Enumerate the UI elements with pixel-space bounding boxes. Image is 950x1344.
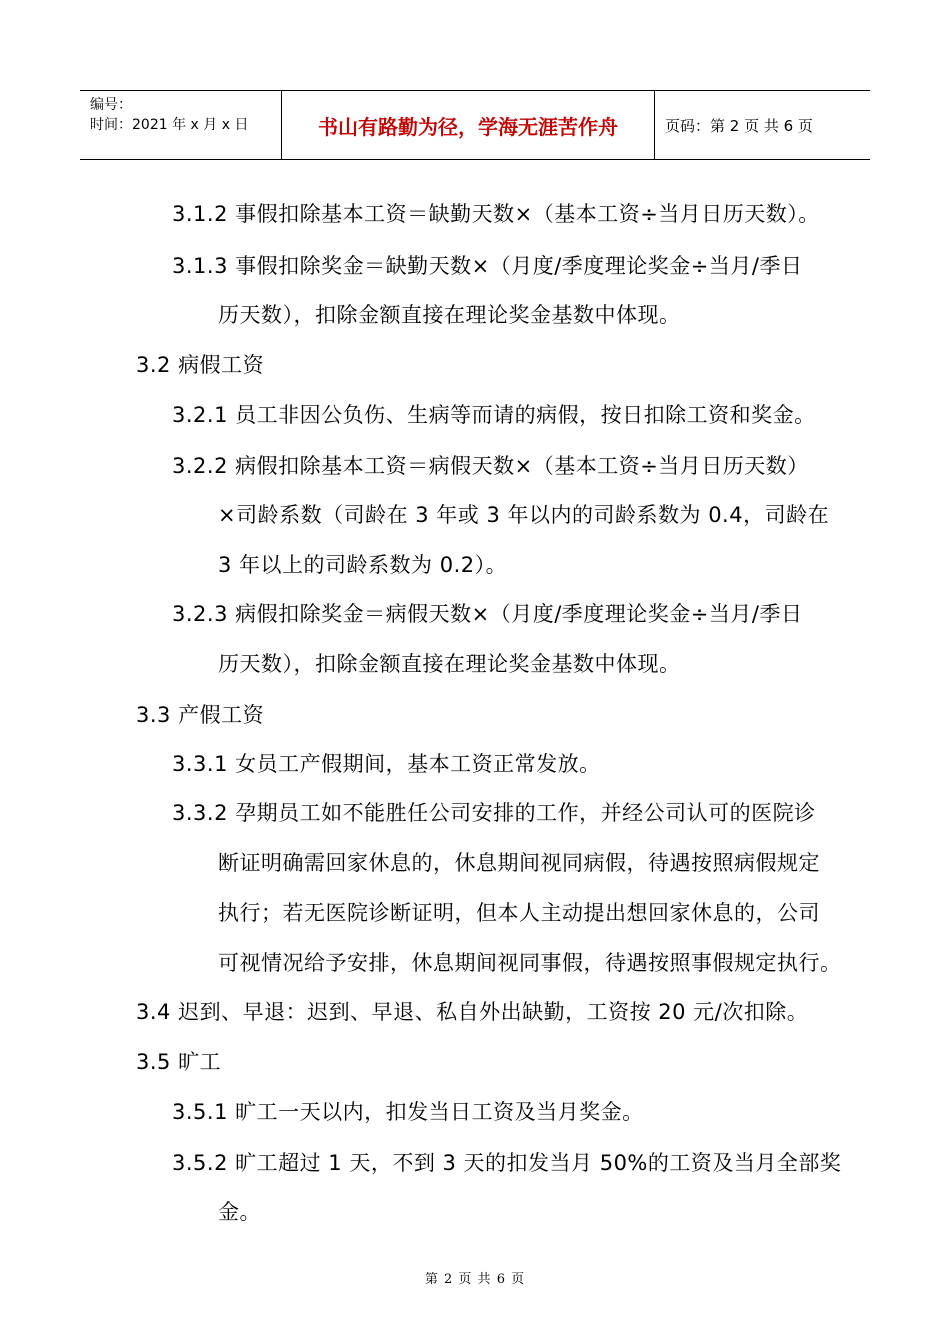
clause-3-3-2-cont-1: 断证明确需回家休息的，休息期间视同病假，待遇按照病假规定 <box>218 851 820 875</box>
clause-3-5-1: 3.5.1 旷工一天以内，扣发当日工资及当月奖金。 <box>172 1100 644 1124</box>
header-meta <box>80 91 282 159</box>
clause-3-3-2-cont-2: 执行；若无医院诊断证明，但本人主动提出想回家休息的，公司 <box>218 901 820 925</box>
clause-3-5-2-cont: 金。 <box>218 1200 261 1224</box>
clause-3-3-2: 3.3.2 孕期员工如不能胜任公司安排的工作，并经公司认可的医院诊 <box>172 801 816 825</box>
header-page-number: 页码：第 2 页 共 6 页 <box>665 116 813 135</box>
document-date: 时间：2021 年 x 月 x 日 <box>90 117 249 133</box>
section-3-5-heading: 3.5 旷工 <box>136 1050 222 1074</box>
section-3-2-heading: 3.2 病假工资 <box>136 353 265 377</box>
clause-3-2-1: 3.2.1 员工非因公负伤、生病等而请的病假，按日扣除工资和奖金。 <box>172 403 816 427</box>
clause-3-2-2: 3.2.2 病假扣除基本工资＝病假天数×（基本工资÷当月日历天数） <box>172 454 809 478</box>
section-3-4: 3.4 迟到、早退：迟到、早退、私自外出缺勤，工资按 20 元/次扣除。 <box>136 1000 809 1024</box>
clause-3-1-3-cont: 历天数），扣除金额直接在理论奖金基数中体现。 <box>218 303 681 327</box>
clause-3-3-2-cont-3: 可视情况给予安排，休息期间视同事假，待遇按照事假规定执行。 <box>218 951 842 975</box>
page-footer: 第 2 页 共 6 页 <box>424 1272 526 1287</box>
clause-3-1-3: 3.1.3 事假扣除奖金＝缺勤天数×（月度/季度理论奖金÷当月/季日 <box>172 254 803 278</box>
clause-3-5-2: 3.5.2 旷工超过 1 天，不到 3 天的扣发当月 50%的工资及当月全部奖 <box>172 1151 842 1175</box>
clause-3-3-1: 3.3.1 女员工产假期间，基本工资正常发放。 <box>172 752 601 776</box>
header-motto: 书山有路勤为径，学海无涯苦作舟 <box>282 91 655 159</box>
page-header <box>80 90 870 160</box>
clause-3-2-3-cont: 历天数），扣除金额直接在理论奖金基数中体现。 <box>218 652 681 676</box>
clause-3-2-2-cont-1: ×司龄系数（司龄在 3 年或 3 年以内的司龄系数为 0.4，司龄在 <box>218 503 830 527</box>
clause-3-1-2: 3.1.2 事假扣除基本工资＝缺勤天数×（基本工资÷当月日历天数）。 <box>172 202 820 226</box>
document-number-label: 编号： <box>90 97 132 113</box>
clause-3-2-3: 3.2.3 病假扣除奖金＝病假天数×（月度/季度理论奖金÷当月/季日 <box>172 602 803 626</box>
clause-3-2-2-cont-2: 3 年以上的司龄系数为 0.2）。 <box>218 553 508 577</box>
section-3-3-heading: 3.3 产假工资 <box>136 703 265 727</box>
